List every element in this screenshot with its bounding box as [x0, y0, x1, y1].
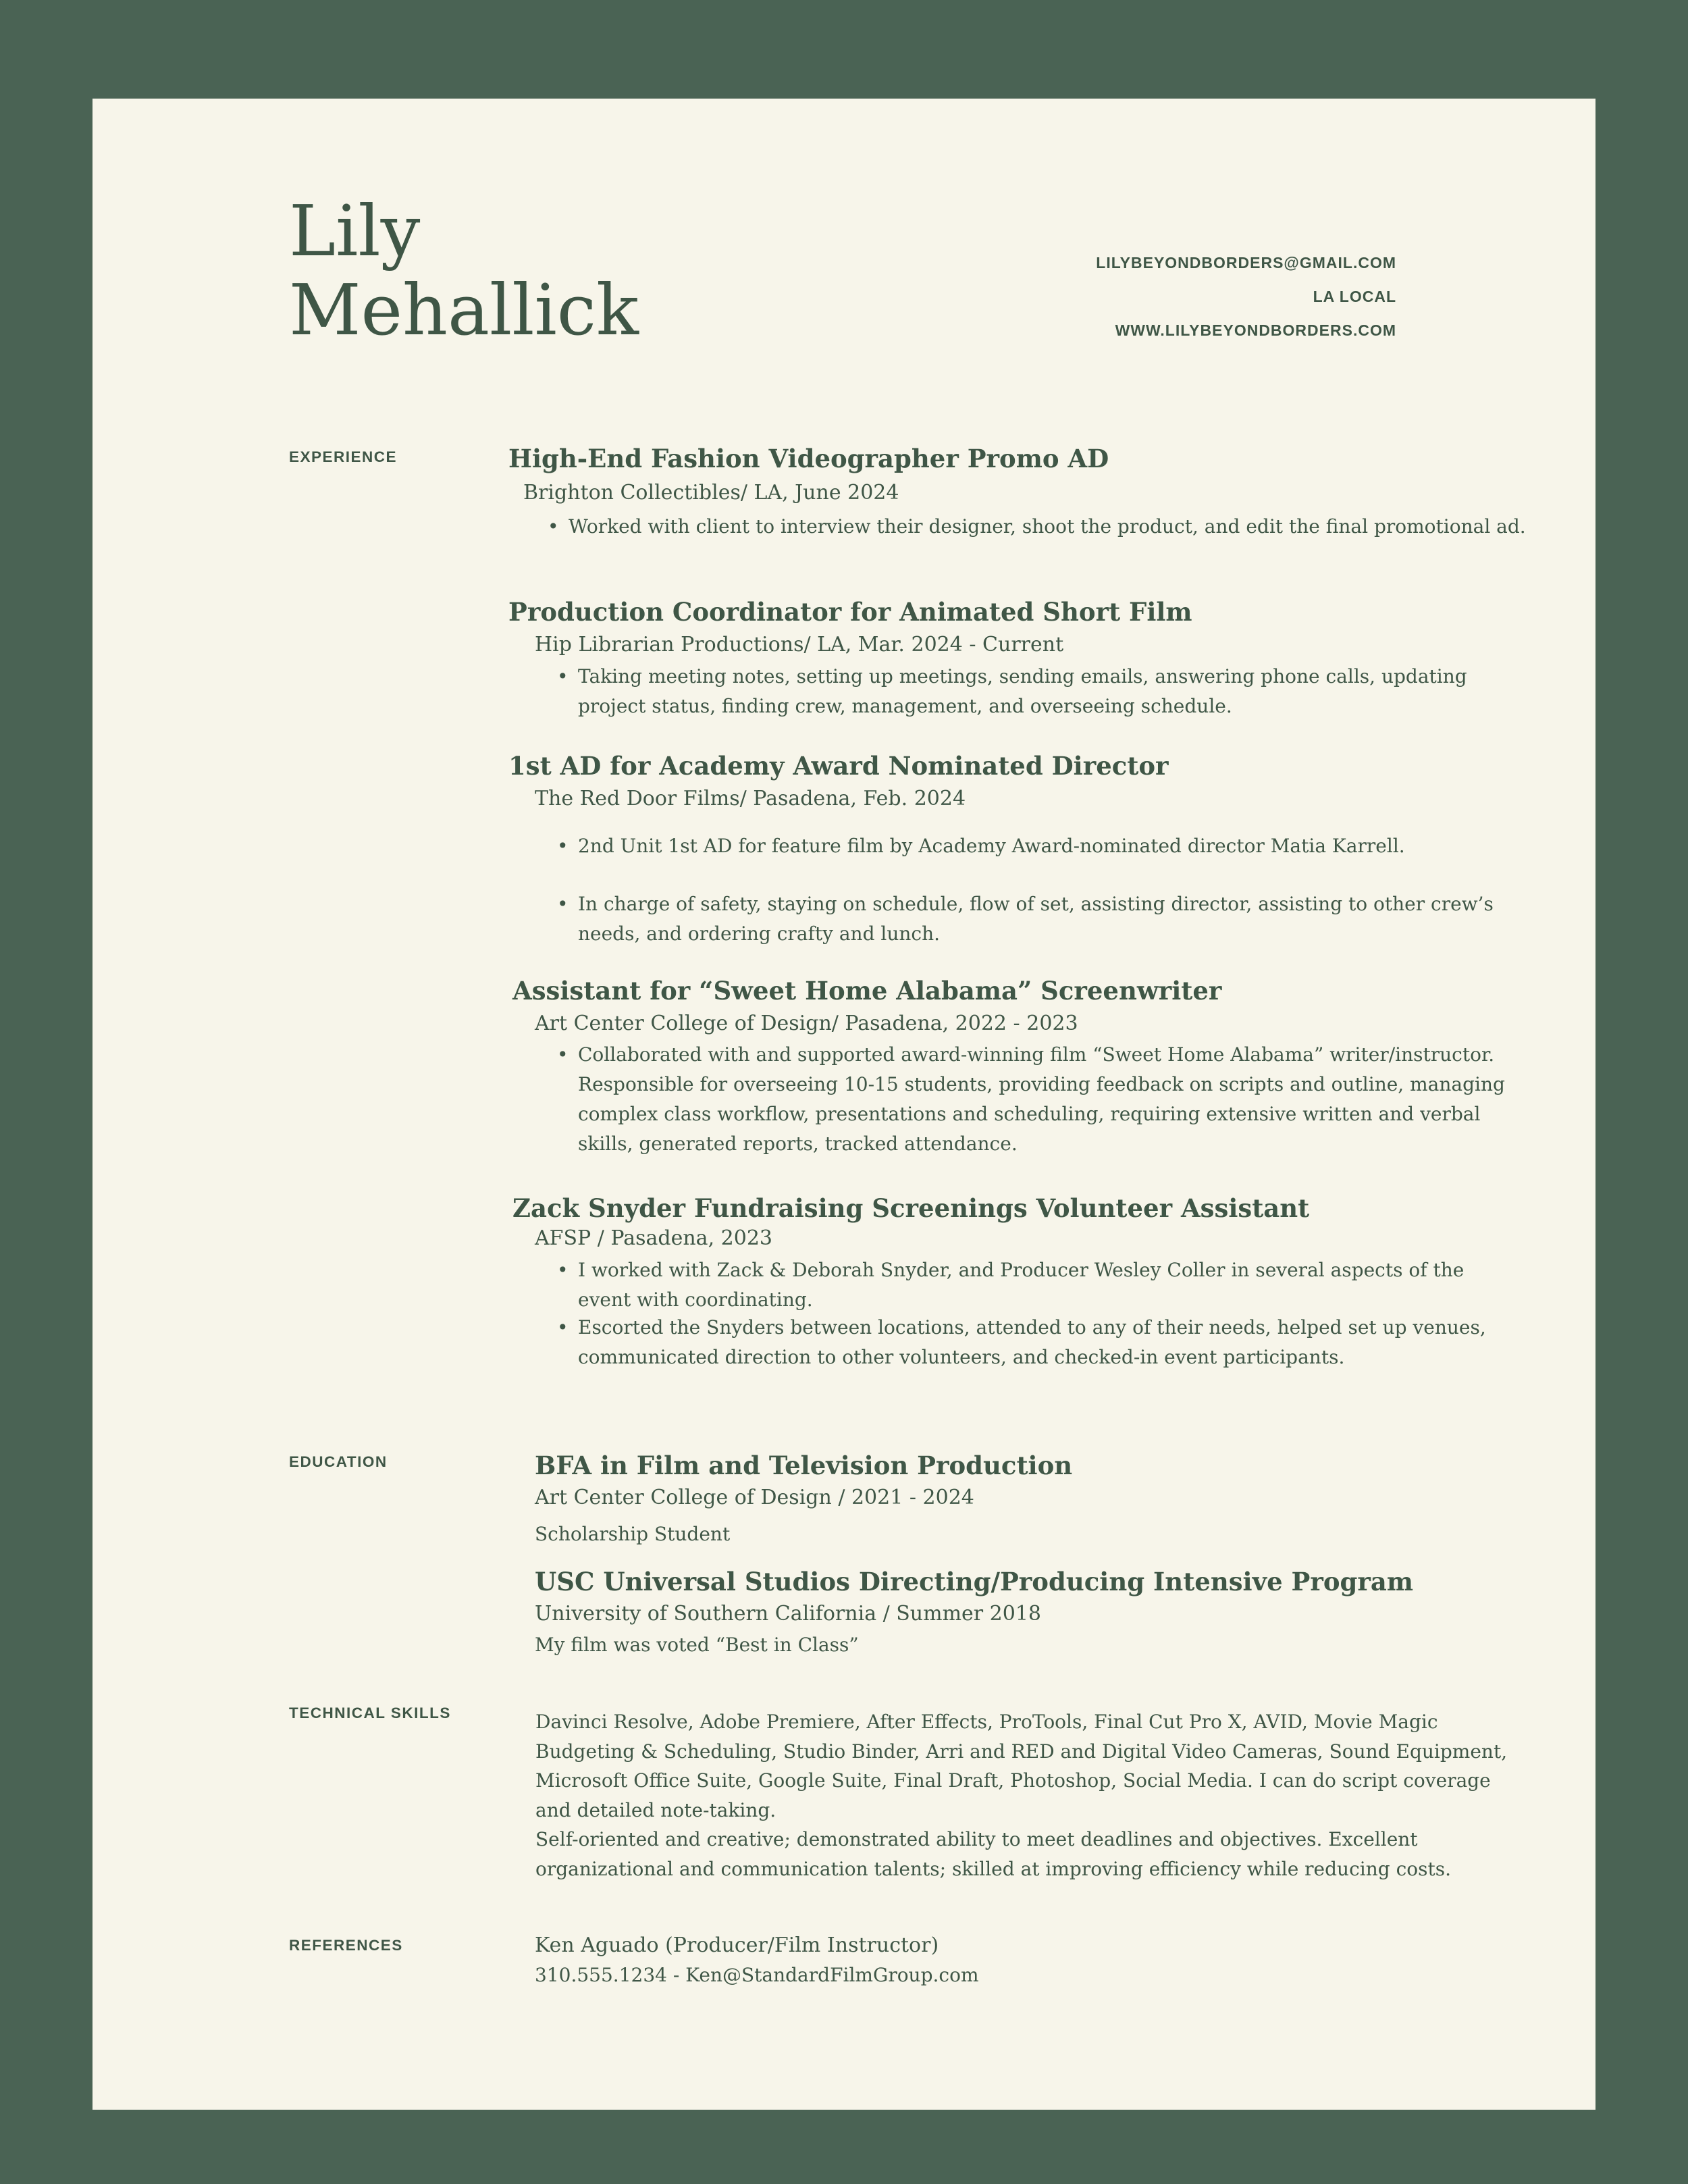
degree-title: BFA in Film and Television Production: [535, 1451, 1073, 1480]
contact-email[interactable]: LILYBEYONDBORDERS@GMAIL.COM: [1096, 254, 1396, 271]
degree-note: My film was voted “Best in Class”: [535, 1634, 859, 1656]
job-title: Production Coordinator for Animated Short Film: [508, 597, 1192, 627]
degree-school: University of Southern California / Summer 2018: [535, 1602, 1041, 1626]
job-subtitle: The Red Door Films/ Pasadena, Feb. 2024: [535, 787, 966, 810]
section-label-education: EDUCATION: [289, 1453, 388, 1470]
resume-page: [93, 99, 1595, 2110]
degree-title: USC Universal Studios Directing/Producing Intensive Program: [535, 1567, 1414, 1596]
job-title: Assistant for “Sweet Home Alabama” Screenwriter: [512, 976, 1222, 1006]
section-label-skills: TECHNICAL SKILLS: [289, 1705, 451, 1721]
job-bullet: • Worked with client to interview their designer, shoot the product, and edit the final promotional ad.: [569, 512, 1541, 542]
degree-school: Art Center College of Design / 2021 - 2024: [535, 1486, 974, 1509]
contact-location: LA LOCAL: [1313, 288, 1396, 305]
job-subtitle: AFSP / Pasadena, 2023: [535, 1226, 772, 1250]
skills-text: [535, 1707, 1514, 1883]
contact-website[interactable]: WWW.LILYBEYONDBORDERS.COM: [1115, 321, 1396, 339]
job-subtitle: Brighton Collectibles/ LA, June 2024: [523, 481, 899, 504]
resume-name: [289, 192, 639, 350]
job-title: High-End Fashion Videographer Promo AD: [508, 444, 1109, 473]
job-title: 1st AD for Academy Award Nominated Director: [508, 751, 1169, 781]
job-bullet: • In charge of safety, staying on schedule, flow of set, assisting director, assisting to other crew’s needs, and ordering crafty and lunch.: [578, 889, 1516, 949]
contact-block: [1096, 246, 1396, 347]
reference-name: Ken Aguado (Producer/Film Instructor): [535, 1933, 939, 1957]
job-subtitle: Hip Librarian Productions/ LA, Mar. 2024 - Current: [535, 633, 1064, 656]
first-name: Lily: [289, 190, 421, 272]
job-title: Zack Snyder Fundraising Screenings Volunteer Assistant: [512, 1193, 1310, 1223]
reference-contact: 310.555.1234 - Ken@StandardFilmGroup.com: [535, 1964, 979, 1986]
skills-tools: Davinci Resolve, Adobe Premiere, After Effects, ProTools, Final Cut Pro X, AVID, Movie Magic Budgeting & Scheduling, Studio Binder, Arri and RED and Digital Video Cameras, Sound Equipment, Microsoft Office Suite, Google Suite, Final Draft, Photoshop, Social Media. I can do script coverage and detailed note-taking.: [535, 1711, 1508, 1821]
section-label-references: REFERENCES: [289, 1937, 403, 1954]
job-bullet: • Taking meeting notes, setting up meetings, sending emails, answering phone calls, updating project status, finding crew, management, and overseeing schedule.: [578, 662, 1516, 721]
last-name: Mehallick: [289, 269, 639, 351]
job-subtitle: Art Center College of Design/ Pasadena, 2022 - 2023: [535, 1012, 1078, 1035]
job-bullet: • I worked with Zack & Deborah Snyder, and Producer Wesley Coller in several aspects of the event with coordinating.: [578, 1255, 1516, 1315]
degree-note: Scholarship Student: [535, 1523, 731, 1545]
job-bullet: • Escorted the Snyders between locations, attended to any of their needs, helped set up venues, communicated direction to other volunteers, and checked-in event participants.: [578, 1313, 1516, 1372]
section-label-experience: EXPERIENCE: [289, 448, 398, 465]
job-bullet: • 2nd Unit 1st AD for feature film by Academy Award-nominated director Matia Karrell.: [578, 831, 1516, 861]
skills-traits: Self-oriented and creative; demonstrated ability to meet deadlines and objectives. Excellent organizational and communication talents; skilled at improving efficiency while reducing costs.: [535, 1828, 1452, 1880]
job-bullet: • Collaborated with and supported award-winning film “Sweet Home Alabama” writer/instructor. Responsible for overseeing 10-15 students, providing feedback on scripts and outline, managing complex class workflow, presentations and scheduling, requiring extensive written and verbal skills, generated reports, tracked attendance.: [578, 1040, 1516, 1159]
